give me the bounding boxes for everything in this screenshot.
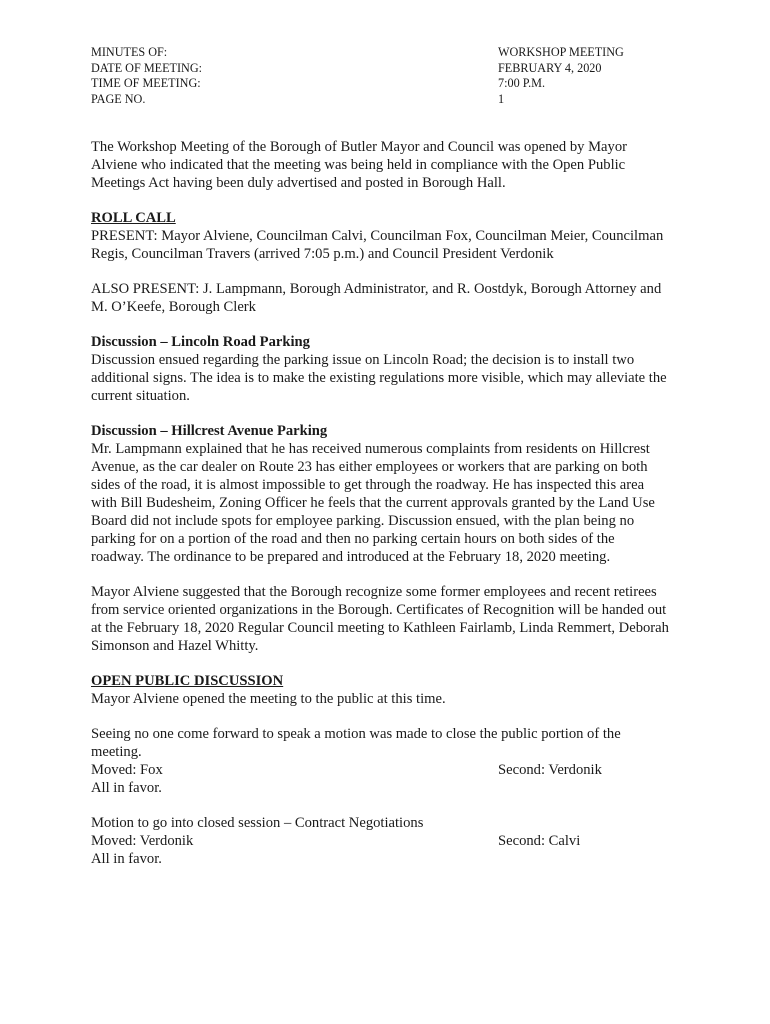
- public-discussion-heading: OPEN PUBLIC DISCUSSION: [91, 673, 284, 689]
- close-public-section: [91, 725, 671, 797]
- header-values: [498, 45, 698, 107]
- close-public-second: Second: Verdonik: [498, 762, 602, 778]
- close-public-favor: All in favor.: [91, 780, 162, 796]
- present-text: PRESENT: Mayor Alviene, Councilman Calvi, Councilman Fox, Councilman Meier, Councilman Regis, Councilman Travers (arrived 7:05 p.m.) and Council President Verdonik: [91, 228, 664, 262]
- closed-session-motion-row: [91, 832, 671, 850]
- close-public-moved: Moved: Fox: [91, 762, 163, 778]
- closed-session-moved: Moved: Verdonik: [91, 833, 194, 849]
- roll-call-section: [91, 209, 671, 263]
- hillcrest-text: Mr. Lampmann explained that he has received numerous complaints from residents on Hillcrest Avenue, as the car dealer on Route 23 has either employees or workers that are parking on both sides of the road, it is almost impossible to get through the roadway. He has inspected this area with Bill Budesheim, Zoning Officer he feels that the current approvals granted by the Land Use Board did not include spots for employee parking. Discussion ensued, with the plan being no parking for on a portion of the road and then no parking certain hours on both sides of the roadway. The ordinance to be prepared and introduced at the February 18, 2020 meeting.: [91, 441, 655, 565]
- close-public-motion-row: [91, 761, 671, 779]
- also-present-text: ALSO PRESENT: J. Lampmann, Borough Administrator, and R. Oostdyk, Borough Attorney and M. O’Keefe, Borough Clerk: [91, 281, 662, 315]
- closed-session-favor: All in favor.: [91, 851, 162, 867]
- header-labels: [91, 45, 391, 107]
- lincoln-text: Discussion ensued regarding the parking issue on Lincoln Road; the decision is to install two additional signs. The idea is to make the existing regulations more visible, which may alleviate the current situation.: [91, 352, 667, 404]
- closed-session-section: [91, 814, 671, 868]
- page-number-value: 1: [498, 91, 505, 106]
- meeting-date-value: FEBRUARY 4, 2020: [498, 60, 602, 75]
- date-of-meeting-label: DATE OF MEETING:: [91, 60, 203, 75]
- lincoln-section: [91, 333, 671, 405]
- closed-session-second: Second: Calvi: [498, 833, 581, 849]
- close-public-text: Seeing no one come forward to speak a motion was made to close the public portion of the meeting.: [91, 726, 621, 760]
- meeting-type-value: WORKSHOP MEETING: [498, 45, 624, 59]
- minutes-of-label: MINUTES OF:: [91, 45, 168, 59]
- minutes-body: [91, 138, 671, 885]
- closed-session-text: Motion to go into closed session – Contract Negotiations: [91, 815, 424, 831]
- meeting-time-value: 7:00 P.M.: [498, 76, 546, 91]
- hillcrest-section: [91, 422, 671, 566]
- public-discussion-text: Mayor Alviene opened the meeting to the public at this time.: [91, 691, 446, 707]
- public-discussion-section: [91, 672, 671, 708]
- roll-call-heading: ROLL CALL: [91, 210, 176, 226]
- intro-paragraph: The Workshop Meeting of the Borough of Butler Mayor and Council was opened by Mayor Alviene who indicated that the meeting was being held in compliance with the Open Public Meetings Act having been duly advertised and posted in Borough Hall.: [91, 139, 627, 191]
- time-of-meeting-label: TIME OF MEETING:: [91, 76, 201, 91]
- recognition-paragraph: Mayor Alviene suggested that the Borough recognize some former employees and recent retirees from service oriented organizations in the Borough. Certificates of Recognition will be handed out at the February 18, 2020 Regular Council meeting to Kathleen Fairlamb, Linda Remmert, Deborah Simonson and Hazel Whitty.: [91, 584, 669, 654]
- lincoln-heading: Discussion – Lincoln Road Parking: [91, 334, 310, 350]
- hillcrest-heading: Discussion – Hillcrest Avenue Parking: [91, 423, 328, 439]
- page-no-label: PAGE NO.: [91, 91, 146, 106]
